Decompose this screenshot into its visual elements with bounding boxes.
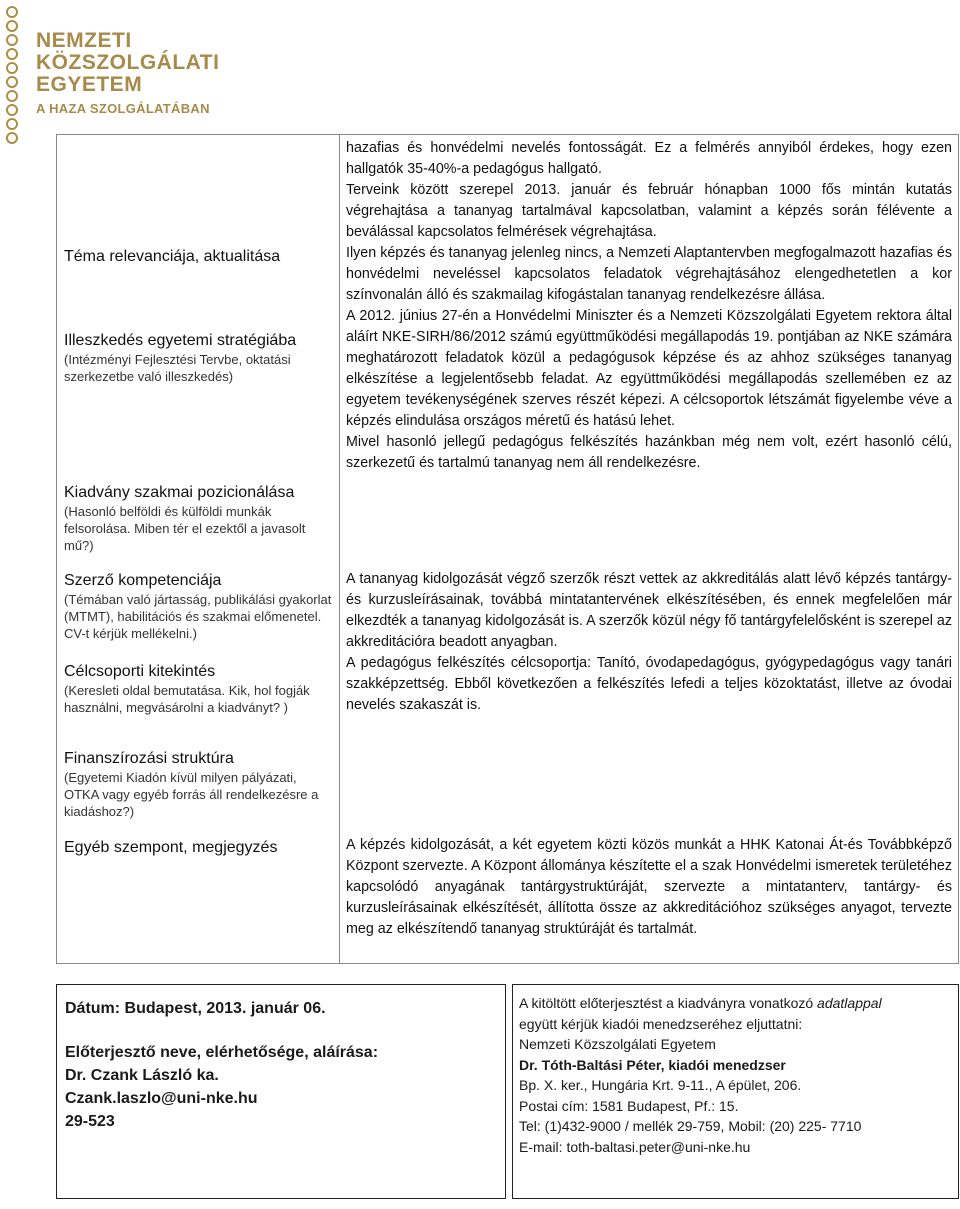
author-note: (Témában való jártasság, publikálási gyakorlat (MTMT), habilitációs és szakmai előmenetel. CV-t kérjük mellékelni.) <box>64 592 332 641</box>
author-title: Szerző kompetenciája <box>64 572 222 589</box>
contact-address: Bp. X. ker., Hungária Krt. 9-11., A épület, 206. <box>519 1077 802 1093</box>
paragraph-1: hazafias és honvédelmi nevelés fontosságát. Ez a felmérés annyiból érdekes, hogy ezen hallgatók 35-40%-a pedagógus hallgató. <box>346 140 952 177</box>
paragraph-8: A képzés kidolgozását, a két egyetem közti közös munkát a HHK Katonai Át-és Továbbképző Központ szervezte. A Központ állománya készítette el a szak Honvédelmi ismeretek területéhez kapcsolódó anyagának tantárgystruktúráját, szervezte a mintatanterv, tantárgy- és kurzusleírásainak elkészítését, állította össze az akkreditációhoz szükséges anyagot, tervezte meg az elkészítendő tananyag struktúráját és tartalmát. <box>346 837 952 937</box>
target-label <box>64 662 334 716</box>
paragraph-2: Terveink között szerepel 2013. január és február hónapban 1000 fős mintán kutatás végrehajtása a tananyag tartalmával kapcsolatban, valamint a képzés során félévente a beválással kapcsolatos felmérések végrehajtása. <box>346 182 952 240</box>
funding-label <box>64 749 334 820</box>
logo-line-3: EGYETEM <box>36 73 143 96</box>
contact-intro <box>519 993 952 1014</box>
strategy-note: (Intézményi Fejlesztési Tervbe, oktatási szerkezetbe való illeszkedés) <box>64 352 291 384</box>
paragraph-3: Ilyen képzés és tananyag jelenleg nincs, a Nemzeti Alaptantervben megfogalmazott hazafias és honvédelmi neveléssel kapcsolatos feladatok végrehajtásához elengedhetetlen a kor színvonalán álló és szakmailag kifogástalan tananyag rendelkezésre állása. <box>346 245 952 303</box>
other-label <box>64 838 334 858</box>
position-note: (Hasonló belföldi és külföldi munkák felsorolása. Miben tér el ezektől a javasolt mű?) <box>64 504 306 553</box>
right-text-middle <box>346 569 952 716</box>
contact-manager: Dr. Tóth-Baltási Péter, kiadói menedzser <box>519 1056 786 1073</box>
right-text-bottom <box>346 835 952 940</box>
contact-intro-2: együtt kérjük kiadói menedzseréhez eljuttatni: <box>519 1015 803 1032</box>
submitter-label: Előterjesztő neve, elérhetősége, aláírása: <box>65 1044 379 1061</box>
proposal-table <box>56 134 959 964</box>
ornament-border <box>6 6 22 166</box>
target-title: Célcsoporti kitekintés <box>64 663 216 680</box>
relevance-label <box>64 247 334 267</box>
logo-tagline: A HAZA SZOLGÁLATÁBAN <box>36 101 210 116</box>
submitter-box <box>56 984 506 1199</box>
contact-box <box>512 984 959 1199</box>
paragraph-4: A 2012. június 27-én a Honvédelmi Miniszter és a Nemzeti Közszolgálati Egyetem rektora által aláírt NKE-SIRH/86/2012 számú együttműködési megállapodás 19. pontjában az NKE számára meghatározott feladatok közül a pedagógusok képzése és az ahhoz szükséges tananyag elkészítése a legjelentősebb feladat. Az együttműködési megállapodás szellemében ez az egyetem tevékenységének szerves részét képezi. A célcsoportok létszámát figyelembe véve a képzés elindulása országos méretű és hatású lehet. <box>346 308 952 429</box>
contact-postal: Postai cím: 1581 Budapest, Pf.: 15. <box>519 1097 739 1114</box>
position-label <box>64 483 334 554</box>
paragraph-7: A pedagógus felkészítés célcsoportja: Tanító, óvodapedagógus, gyógypedagógus vagy tanári szakképzettség. Ebből következően a felkészítés lefedi a teljes közoktatást, illetve az óvodai nevelés szakaszát is. <box>346 655 952 713</box>
relevance-title: Téma relevanciája, aktualitása <box>64 248 281 265</box>
contact-org: Nemzeti Közszolgálati Egyetem <box>519 1036 716 1052</box>
column-divider <box>339 135 340 963</box>
university-logo <box>36 30 219 120</box>
intro-text: A kitöltött előterjesztést a kiadványra vonatkozó <box>519 995 818 1011</box>
submitter-email: Czank.laszlo@uni-nke.hu <box>65 1090 258 1107</box>
paragraph-6: A tananyag kidolgozását végző szerzők részt vettek az akkreditálás alatt lévő képzés tantárgy- és kurzusleírásainak, továbbá mintatantervének elkészítésében, és ennek megfelelően már elkezdték a tananyag kidolgozását is. A szerzők közül négy fő tantárgyfelelősként is szerepel az akkreditációra beadott anyagban. <box>346 571 952 650</box>
target-note: (Keresleti oldal bemutatása. Kik, hol fogják használni, megvásárolni a kiadványt? ) <box>64 683 310 715</box>
position-title: Kiadvány szakmai pozicionálása <box>64 484 295 501</box>
submitter-phone: 29-523 <box>65 1113 115 1130</box>
logo-line-2: KÖZSZOLGÁLATI <box>36 51 220 74</box>
logo-line-1: NEMZETI <box>36 29 132 52</box>
funding-note: (Egyetemi Kiadón kívül milyen pályázati, OTKA vagy egyéb forrás áll rendelkezésre a kiadáshoz?) <box>64 770 319 819</box>
right-text-top <box>346 138 952 474</box>
paragraph-5: Mivel hasonló jellegű pedagógus felkészítés hazánkban még nem volt, ezért hasonló célú, szerkezetű és tartalmú tananyag nem áll rendelkezésre. <box>346 434 952 471</box>
contact-email: E-mail: toth-baltasi.peter@uni-nke.hu <box>519 1138 751 1155</box>
funding-title: Finanszírozási struktúra <box>64 750 234 767</box>
other-title: Egyéb szempont, megjegyzés <box>64 839 278 856</box>
strategy-label <box>64 331 334 385</box>
intro-emphasis: adatlappal <box>817 995 882 1011</box>
author-label <box>64 571 334 642</box>
submit-date: Dátum: Budapest, 2013. január 06. <box>65 1000 326 1017</box>
contact-tel: Tel: (1)432-9000 / mellék 29-759, Mobil: (20) 225- 7710 <box>519 1118 862 1134</box>
strategy-title: Illeszkedés egyetemi stratégiába <box>64 332 297 349</box>
submitter-name: Dr. Czank László ka. <box>65 1067 219 1084</box>
